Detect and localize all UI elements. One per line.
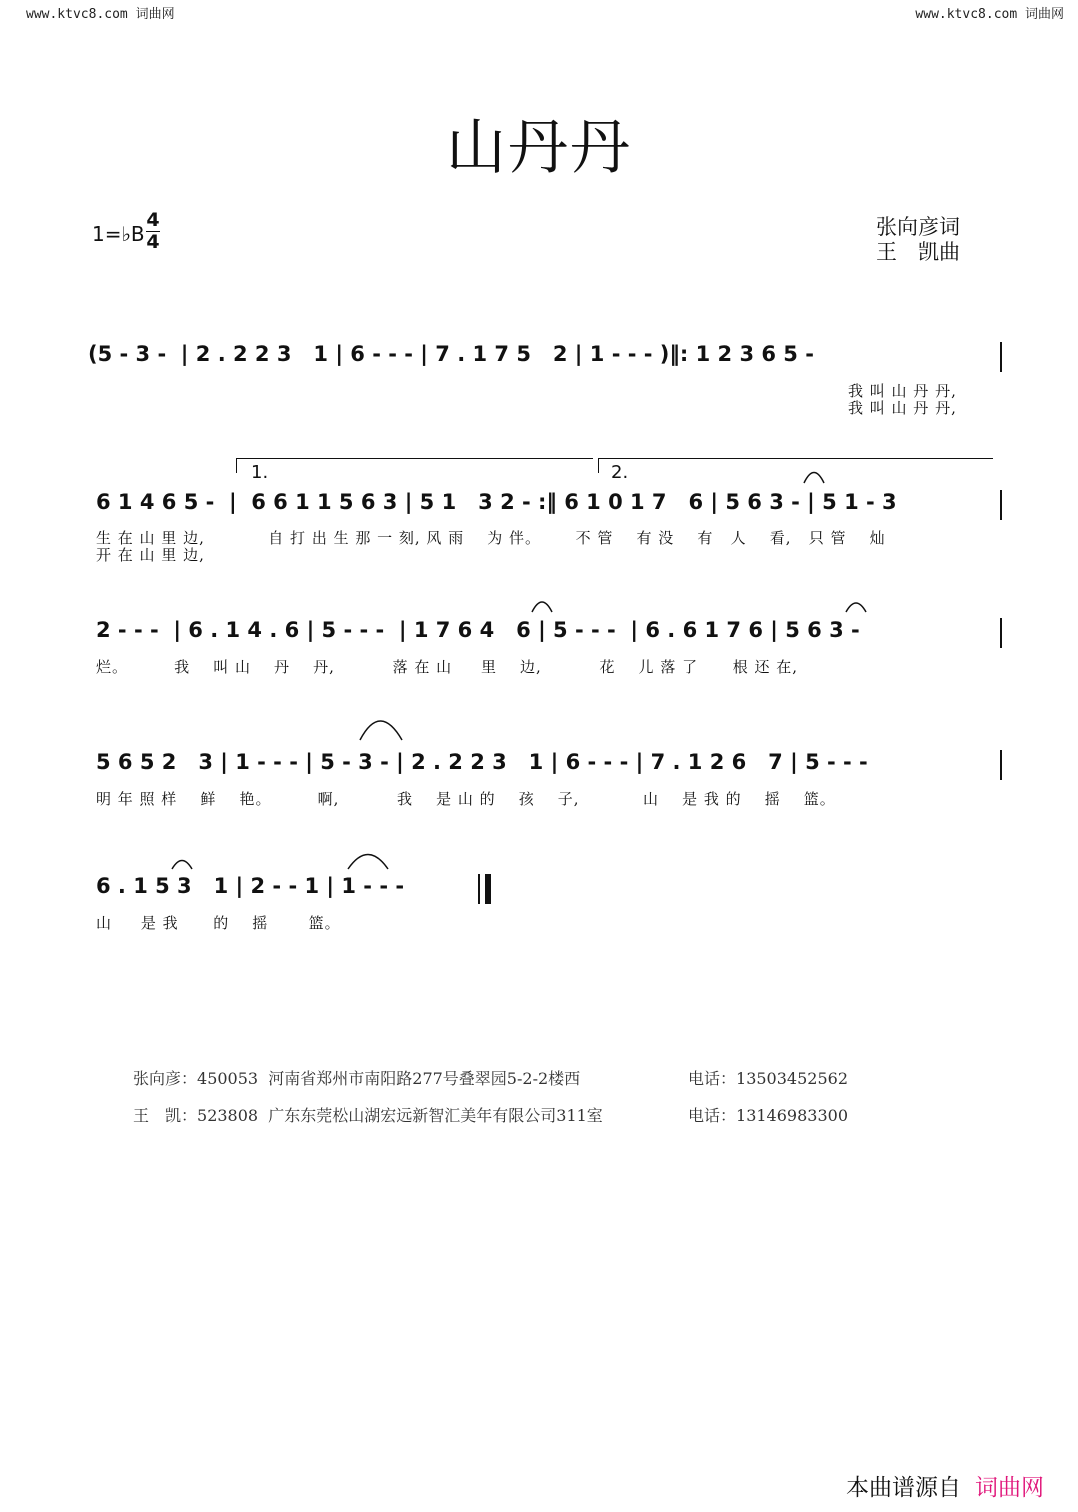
footer-source xyxy=(846,1469,1044,1502)
contact-address: 450053 河南省郑州市南阳路277号叠翠园5-2-2楼西 xyxy=(197,1069,581,1088)
phone-label: 电话： xyxy=(688,1106,737,1125)
first-ending-label: 1. xyxy=(251,462,269,483)
song-title: 山丹丹 xyxy=(446,113,632,183)
slur xyxy=(846,603,866,612)
score-row-2-notes: 6 1 4 6 5 - | 6 6 1 1 5 6 3 | 5 1 3 2 - :‖ 6 1 0 1 7 6 | 5 6 3 - | 5 1 - 3 xyxy=(96,490,897,514)
score-row-1-notes: (5 - 3 - | 2 . 2 2 3 1 | 6 - - - | 7 . 1 7 5 2 | 1 - - - )‖: 1 2 3 6 5 - xyxy=(88,342,814,366)
score-row-3-lyrics: 烂。 我 叫 山 丹 丹, 落 在 山 里 边, 花 儿 落 了 根 还 在, xyxy=(96,658,798,676)
slur xyxy=(348,855,388,870)
footer-site-link[interactable]: 词曲网 xyxy=(975,1475,1044,1501)
phone-number: 13503452562 xyxy=(736,1069,848,1088)
lyricist-credit: 张向彦词 xyxy=(876,215,960,239)
contact-composer-phone xyxy=(688,1103,848,1126)
header-site-right[interactable]: www.ktvc8.com 词曲网 xyxy=(915,7,1064,22)
contact-name: 张向彦： xyxy=(133,1069,198,1088)
slur xyxy=(360,721,402,740)
score-row-4-notes: 5 6 5 2 3 | 1 - - - | 5 - 3 - | 2 . 2 2 3 1 | 6 - - - | 7 . 1 2 6 7 | 5 - - - xyxy=(96,750,868,774)
meter-top: 4 xyxy=(146,209,160,231)
contact-address: 523808 广东东莞松山湖宏远新智汇美年有限公司311室 xyxy=(197,1106,603,1125)
score-row-1-lyrics-1: 我 叫 山 丹 丹, xyxy=(848,382,957,400)
score-row-5-notes: 6 . 1 5 3 1 | 2 - - 1 | 1 - - - xyxy=(96,874,405,898)
phone-number: 13146983300 xyxy=(736,1106,848,1125)
header-site-left[interactable]: www.ktvc8.com 词曲网 xyxy=(26,7,175,22)
contact-name: 王 凯： xyxy=(133,1106,198,1125)
score-row-2-lyrics-2: 开 在 山 里 边, xyxy=(96,546,205,564)
score-row-3-notes: 2 - - - | 6 . 1 4 . 6 | 5 - - - | 1 7 6 4 6 | 5 - - - | 6 . 6 1 7 6 | 5 6 3 - xyxy=(96,618,860,642)
slur xyxy=(532,602,552,612)
slur xyxy=(804,473,824,484)
meter-bottom: 4 xyxy=(146,231,160,253)
score-row-1-lyrics-2: 我 叫 山 丹 丹, xyxy=(848,399,957,417)
slur xyxy=(172,861,192,870)
score-row-2-lyrics-1: 生 在 山 里 边, 自 打 出 生 那 一 刻, 风 雨 为 伴。 不 管 有 没 有 人 看, 只 管 灿 xyxy=(96,529,886,547)
contact-composer xyxy=(133,1103,603,1126)
contact-lyricist xyxy=(133,1066,580,1089)
phone-label: 电话： xyxy=(688,1069,737,1088)
contact-lyricist-phone xyxy=(688,1066,848,1089)
score-row-4-lyrics: 明 年 照 样 鲜 艳。 啊, 我 是 山 的 孩 子, 山 是 我 的 摇 篮。 xyxy=(96,790,836,808)
second-ending-label: 2. xyxy=(611,462,629,483)
score-row-5-lyrics: 山 是 我 的 摇 篮。 xyxy=(96,914,341,932)
key-signature: 1=♭B xyxy=(92,222,145,246)
footer-source-text: 本曲谱源自 xyxy=(846,1475,961,1501)
composer-credit: 王 凯曲 xyxy=(876,240,960,264)
